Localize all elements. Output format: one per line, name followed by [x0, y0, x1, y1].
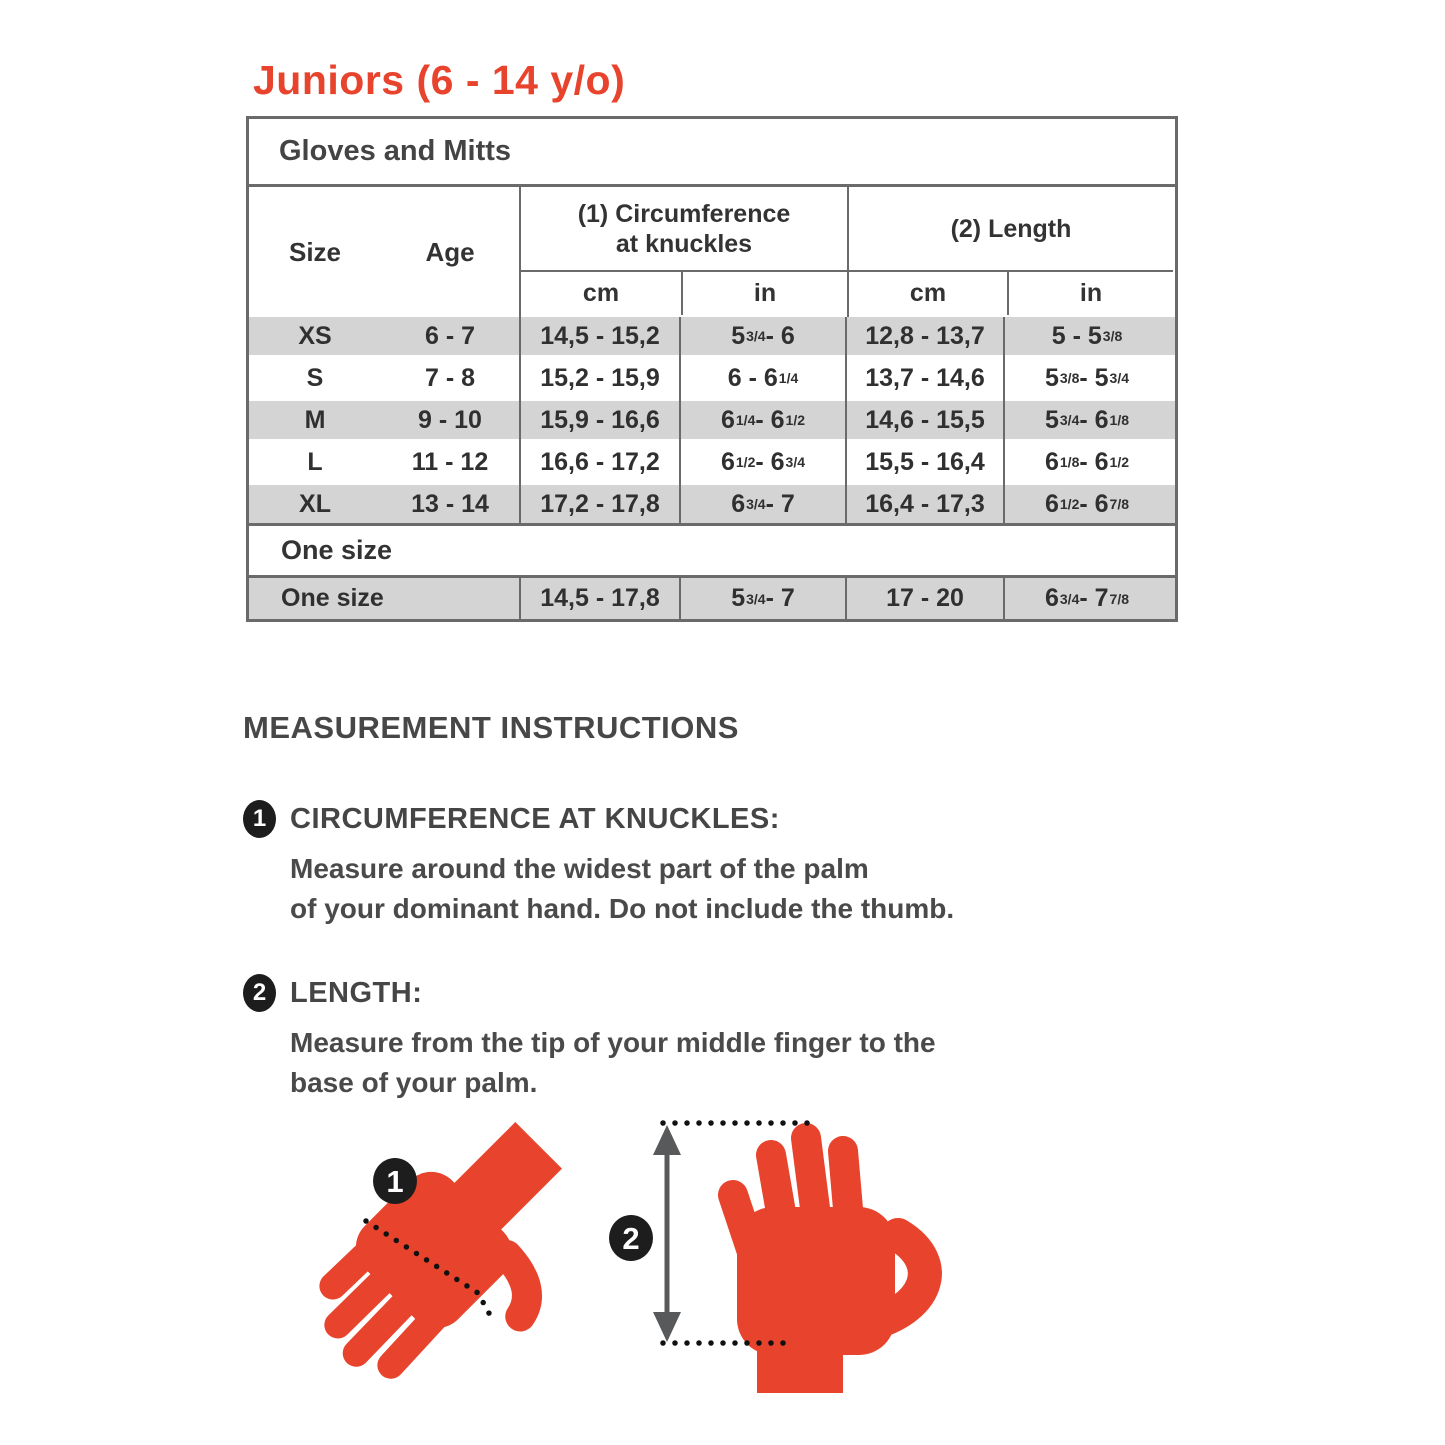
one-size-section-label: One size [249, 523, 1175, 578]
age-cell: 7 - 8 [424, 363, 476, 392]
figure-1-badge-number: 1 [386, 1164, 404, 1199]
header-circumference-group [519, 187, 847, 317]
age-cell: 9 - 10 [418, 405, 482, 434]
instruction-length [243, 974, 936, 1101]
instruction-2-title: LENGTH: [290, 977, 423, 1009]
length-cm-cell: 13,7 - 14,6 [845, 355, 1003, 401]
instruction-1-line: Measure around the widest part of the palm [290, 853, 869, 884]
header-size-age [249, 187, 519, 317]
instruction-1-badge: 1 [243, 800, 276, 838]
header-unit-cm: cm [582, 279, 620, 307]
length-in-cell: 6 3/4 - 7 7/8 [1003, 578, 1169, 619]
size-cell: S [306, 363, 324, 392]
header-length-group [847, 187, 1173, 317]
circumference-in-cell: 6 1/4 - 6 1/2 [679, 401, 845, 439]
size-table [246, 116, 1178, 622]
instruction-2-line: base of your palm. [290, 1067, 538, 1098]
age-cell: 6 - 7 [424, 321, 476, 350]
header-circumference: (1) Circumference at knuckles [577, 199, 791, 258]
circumference-in-cell: 6 - 6 1/4 [679, 355, 845, 401]
size-cell: XS [298, 321, 332, 350]
table-row-one-size [249, 578, 1175, 619]
age-cell: 13 - 14 [411, 489, 489, 518]
length-cm-cell: 12,8 - 13,7 [845, 317, 1003, 355]
length-in-cell: 6 1/2 - 6 7/8 [1003, 485, 1169, 523]
circumference-cm-cell: 14,5 - 15,2 [519, 317, 679, 355]
length-in-cell: 5 3/8 - 5 3/4 [1003, 355, 1169, 401]
header-unit-cm: cm [909, 279, 947, 307]
table-row-xs [249, 317, 1175, 355]
length-cm-cell: 15,5 - 16,4 [845, 439, 1003, 485]
circumference-cm-cell: 14,5 - 17,8 [519, 578, 679, 619]
table-row-m [249, 401, 1175, 439]
circumference-cm-cell: 15,9 - 16,6 [519, 401, 679, 439]
hand-diagrams [300, 1100, 1020, 1430]
size-cell: M [304, 405, 326, 434]
table-row-xl [249, 485, 1175, 523]
measurement-figures [300, 1100, 1020, 1430]
table-header [249, 187, 1175, 317]
figure-2-badge-number: 2 [622, 1221, 640, 1256]
instruction-2-badge: 2 [243, 974, 276, 1012]
length-cm-cell: 14,6 - 15,5 [845, 401, 1003, 439]
circumference-in-cell: 6 1/2 - 6 3/4 [679, 439, 845, 485]
circumference-cm-cell: 17,2 - 17,8 [519, 485, 679, 523]
instruction-1-line: of your dominant hand. Do not include the thumb. [290, 893, 955, 924]
circumference-in-cell: 5 3/4 - 6 [679, 317, 845, 355]
header-unit-in: in [1007, 272, 1173, 315]
circumference-in-cell: 6 3/4 - 7 [679, 485, 845, 523]
table-row-s [249, 355, 1175, 401]
circumference-in-cell: 5 3/4 - 7 [679, 578, 845, 619]
length-hand-illustration [733, 1138, 925, 1393]
instructions-heading: MEASUREMENT INSTRUCTIONS [243, 710, 739, 745]
page-title: Juniors (6 - 14 y/o) [253, 57, 626, 103]
table-row-l [249, 439, 1175, 485]
header-unit-in: in [681, 272, 847, 315]
header-age: Age [425, 236, 475, 267]
length-in-cell: 5 3/4 - 6 1/8 [1003, 401, 1169, 439]
table-title: Gloves and Mitts [249, 119, 1175, 187]
header-size: Size [288, 236, 342, 267]
length-in-cell: 5 - 5 3/8 [1003, 317, 1169, 355]
instruction-1-title: CIRCUMFERENCE AT KNUCKLES: [290, 803, 780, 835]
length-cm-cell: 16,4 - 17,3 [845, 485, 1003, 523]
instruction-2-line: Measure from the tip of your middle finger to the [290, 1027, 936, 1058]
length-cm-cell: 17 - 20 [845, 578, 1003, 619]
instruction-circumference [243, 800, 954, 927]
header-length: (2) Length [950, 214, 1072, 243]
length-arrow-icon [653, 1125, 681, 1342]
circumference-cm-cell: 16,6 - 17,2 [519, 439, 679, 485]
circumference-cm-cell: 15,2 - 15,9 [519, 355, 679, 401]
length-in-cell: 6 1/8 - 6 1/2 [1003, 439, 1169, 485]
size-cell: One size [281, 584, 384, 612]
size-cell: XL [299, 489, 331, 518]
circumference-hand-illustration [300, 1100, 615, 1417]
age-cell: 11 - 12 [411, 447, 489, 476]
size-cell: L [307, 447, 323, 476]
